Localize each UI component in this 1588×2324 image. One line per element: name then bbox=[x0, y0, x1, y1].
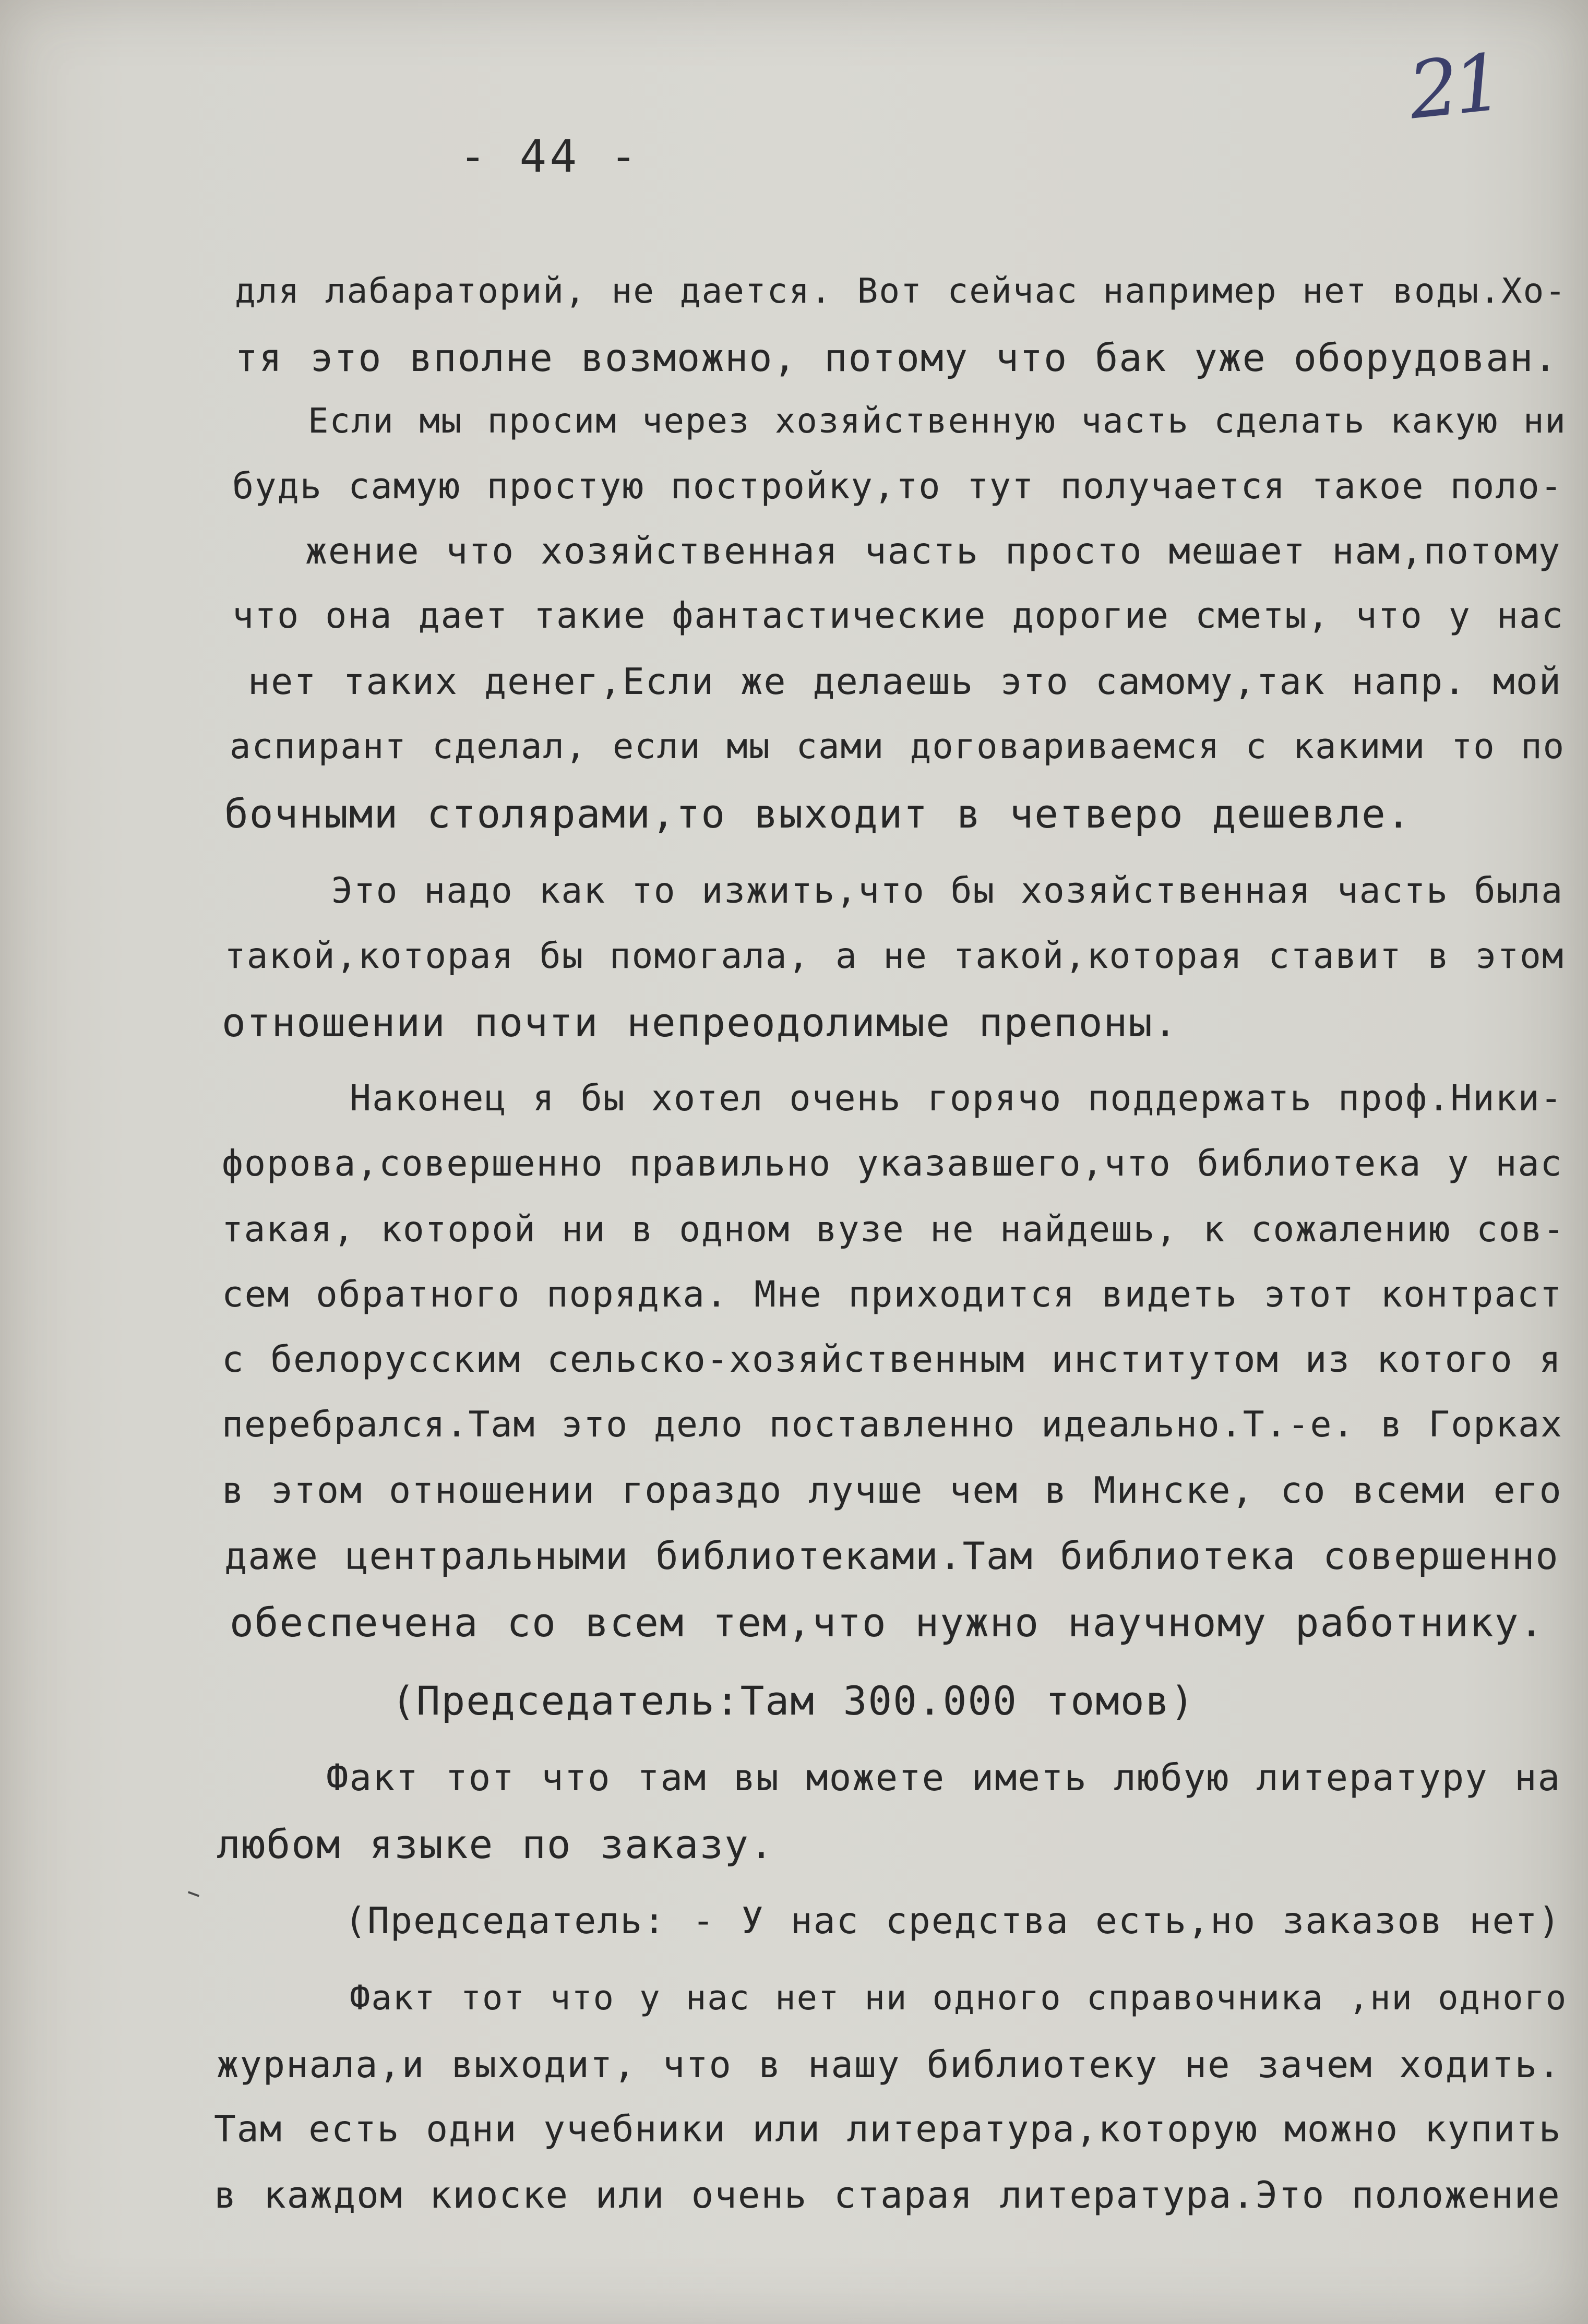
text-line: Факт тот что у нас нет ни одного справочника ,ни одного bbox=[350, 1978, 1568, 2018]
text-line: будь самую простую постройку,то тут получается такое поло- bbox=[232, 465, 1563, 507]
text-line: Если мы просим через хозяйственную часть сделать какую ни bbox=[308, 401, 1567, 441]
text-line: даже центральными библиотеками.Там библиотека совершенно bbox=[224, 1534, 1559, 1578]
text-line: сем обратного порядка. Мне приходится видеть этот контраст bbox=[222, 1274, 1563, 1315]
text-line: перебрался.Там это дело поставленно идеально.Т.-е. в Горках bbox=[222, 1404, 1563, 1445]
text-line: любом языке по заказу. bbox=[217, 1821, 774, 1867]
text-line: отношении почти непреодолимые препоны. bbox=[222, 999, 1178, 1046]
text-line: Наконец я бы хотел очень горячо поддержать проф.Ники- bbox=[350, 1078, 1563, 1119]
page-number: - 44 - bbox=[459, 130, 640, 183]
text-line: (Председатель:Там 300.000 томов) bbox=[391, 1678, 1196, 1724]
margin-mark bbox=[188, 1891, 199, 1897]
text-line: Факт тот что там вы можете иметь любую литературу на bbox=[326, 1756, 1561, 1799]
text-line: форова,совершенно правильно указавшего,что библиотека у нас bbox=[222, 1143, 1563, 1184]
archive-page-number: 21 bbox=[1404, 37, 1503, 137]
text-line: нет таких денег,Если же делаешь это самому,так напр. мой bbox=[248, 661, 1562, 703]
text-line: такой,которая бы помогала, а не такой,которая ставит в этом bbox=[224, 935, 1565, 976]
text-line: с белорусским сельско-хозяйственным институтом из котого я bbox=[222, 1339, 1562, 1381]
text-line: обеспечена со всем тем,что нужно научному работнику. bbox=[230, 1599, 1545, 1646]
text-line: (Председатель: - У нас средства есть,но заказов нет) bbox=[344, 1900, 1561, 1942]
text-line: такая, которой ни в одном вузе не найдешь, к сожалению сов- bbox=[222, 1208, 1566, 1250]
text-line: для лабараторий, не дается. Вот сейчас например нет воды.Хо- bbox=[235, 271, 1567, 311]
text-line: тя это вполне возможно, потому что бак уже оборудован. bbox=[235, 336, 1558, 380]
text-line: Это надо как то изжить,что бы хозяйственная часть была bbox=[331, 870, 1564, 911]
text-line: Там есть одни учебники или литература,которую можно купить bbox=[214, 2109, 1562, 2150]
text-line: в этом отношении гораздо лучше чем в Минске, со всеми его bbox=[222, 1469, 1562, 1512]
text-line: бочными столярами,то выходит в четверо дешевле. bbox=[224, 790, 1412, 837]
text-line: жение что хозяйственная часть просто мешает нам,потому bbox=[305, 530, 1561, 572]
text-line: журнала,и выходит, что в нашу библиотеку не зачем ходить. bbox=[217, 2043, 1561, 2086]
text-line: в каждом киоске или очень старая литература.Это положение bbox=[214, 2173, 1561, 2217]
text-line: аспирант сделал, если мы сами договариваемся с какими то по bbox=[230, 726, 1566, 766]
text-line: что она дает такие фантастические дорогие сметы, что у нас bbox=[232, 595, 1565, 637]
